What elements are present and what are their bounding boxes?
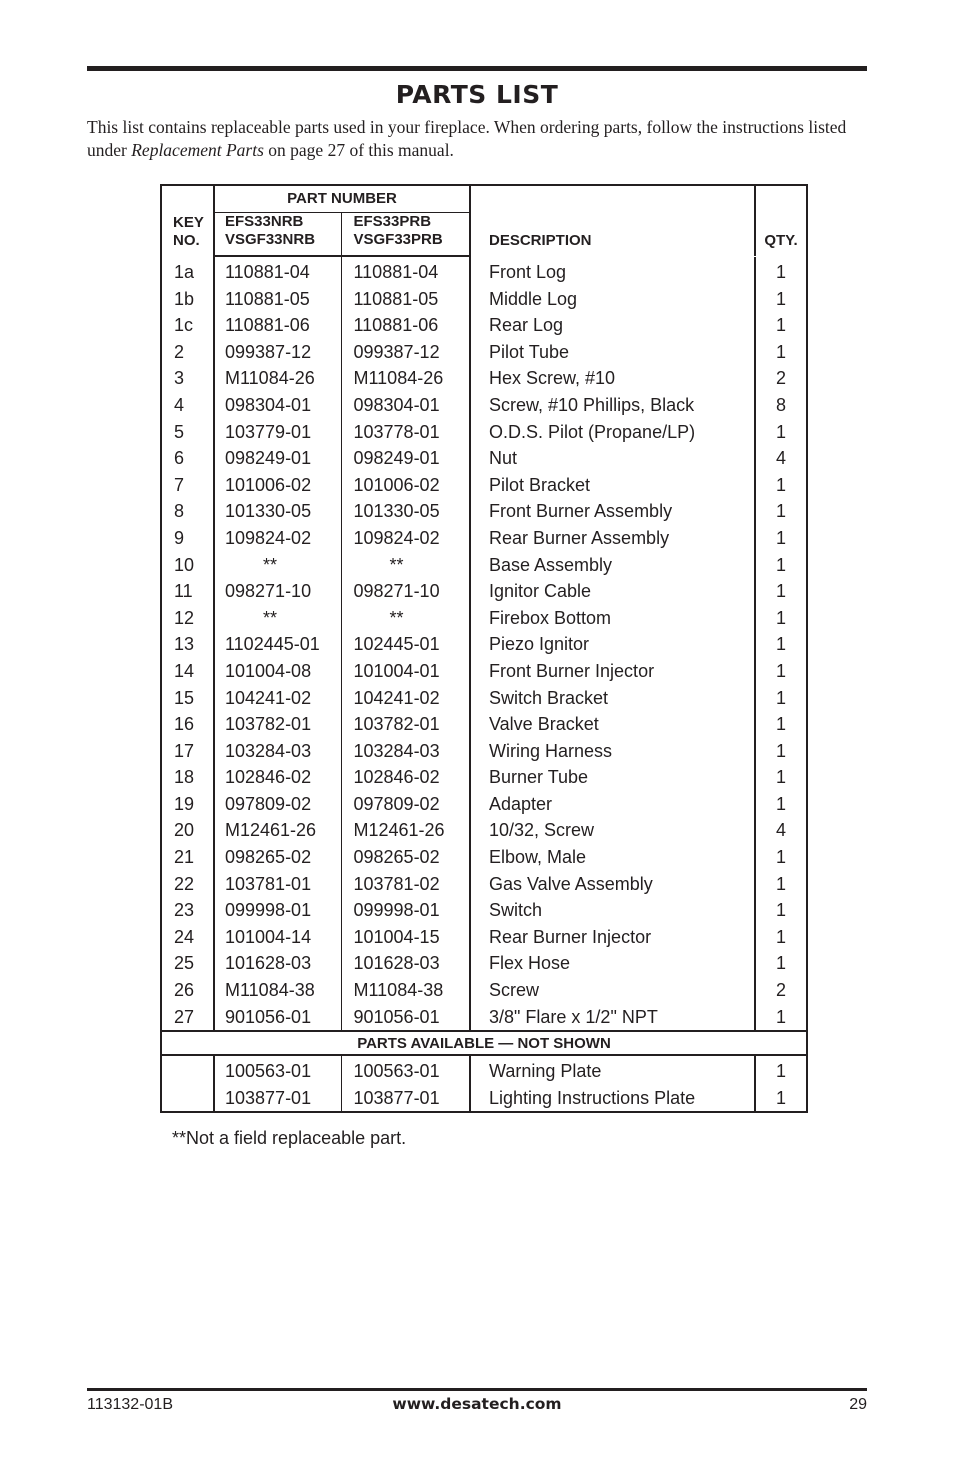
header-model-2: EFS33PRB VSGF33PRB <box>341 213 470 257</box>
table-row <box>161 365 807 392</box>
cell-part-model-2: 098304-01 <box>341 392 470 419</box>
cell-part-model-2: 110881-05 <box>341 286 470 313</box>
cell-part-model-1: ** <box>214 605 341 632</box>
cell-qty: 1 <box>755 552 807 579</box>
table-row <box>161 924 807 951</box>
cell-part-model-2: 101628-03 <box>341 950 470 977</box>
cell-qty: 1 <box>755 871 807 898</box>
cell-part-model-1: 103779-01 <box>214 419 341 446</box>
cell-description: Screw <box>470 977 755 1004</box>
cell-part-model-1: 110881-05 <box>214 286 341 313</box>
cell-part-model-1: M11084-38 <box>214 977 341 1004</box>
cell-qty: 1 <box>755 844 807 871</box>
cell-part-model-1: 101006-02 <box>214 472 341 499</box>
cell-part-model-1: 102846-02 <box>214 764 341 791</box>
cell-part-model-2: 109824-02 <box>341 525 470 552</box>
cell-part-model-1: ** <box>214 552 341 579</box>
cell-part-model-2: M11084-26 <box>341 365 470 392</box>
cell-key-no: 8 <box>174 501 185 522</box>
cell-qty: 1 <box>755 286 807 313</box>
cell-part-model-2: 103284-03 <box>341 738 470 765</box>
cell-key-no: 15 <box>174 687 195 708</box>
cell-key-no: 14 <box>174 660 195 681</box>
cell-key-no: 19 <box>174 793 195 814</box>
cell-part-model-2: 901056-01 <box>341 1004 470 1032</box>
cell-part-model-1: 109824-02 <box>214 525 341 552</box>
table-row <box>161 419 807 446</box>
parts-body <box>161 257 807 1031</box>
cell-key-no: 22 <box>174 873 195 894</box>
cell-key-no: 25 <box>174 953 195 974</box>
cell-description: Rear Log <box>470 312 755 339</box>
cell-description: Rear Burner Injector <box>470 924 755 951</box>
table-row <box>161 738 807 765</box>
cell-key-no: 21 <box>174 847 195 868</box>
cell-description: Rear Burner Assembly <box>470 525 755 552</box>
table-row <box>161 685 807 712</box>
cell-part-model-2: 098271-10 <box>341 578 470 605</box>
cell-part-model-1: 101004-14 <box>214 924 341 951</box>
table-row <box>161 257 807 286</box>
table-row <box>161 552 807 579</box>
cell-part-model-2: 102846-02 <box>341 764 470 791</box>
table-row <box>161 286 807 313</box>
cell-description: Front Burner Injector <box>470 658 755 685</box>
cell-qty: 1 <box>755 897 807 924</box>
cell-part-model-2: 103877-01 <box>341 1085 470 1113</box>
cell-key-no: 27 <box>174 1006 195 1027</box>
cell-key-no: 11 <box>174 581 193 602</box>
header-key-no: KEY NO. <box>173 214 204 249</box>
cell-key-no: 17 <box>174 740 195 761</box>
cell-description: Adapter <box>470 791 755 818</box>
cell-qty: 1 <box>755 685 807 712</box>
cell-part-model-1: 098304-01 <box>214 392 341 419</box>
cell-description: Firebox Bottom <box>470 605 755 632</box>
cell-part-model-1: 098265-02 <box>214 844 341 871</box>
cell-part-model-1: 103782-01 <box>214 711 341 738</box>
cell-description: O.D.S. Pilot (Propane/LP) <box>470 419 755 446</box>
cell-part-model-1: 103781-01 <box>214 871 341 898</box>
intro-paragraph <box>87 116 877 162</box>
cell-description: Piezo Ignitor <box>470 631 755 658</box>
cell-qty: 1 <box>755 339 807 366</box>
cell-key-no: 3 <box>174 368 185 389</box>
cell-description: Switch <box>470 897 755 924</box>
cell-part-model-1: 101628-03 <box>214 950 341 977</box>
table-row <box>161 791 807 818</box>
cell-description: Gas Valve Assembly <box>470 871 755 898</box>
cell-part-model-2: 101004-01 <box>341 658 470 685</box>
cell-part-model-1: 103877-01 <box>214 1085 341 1113</box>
cell-part-model-1: 901056-01 <box>214 1004 341 1032</box>
page-title: PARTS LIST <box>395 80 559 109</box>
cell-description: Burner Tube <box>470 764 755 791</box>
cell-part-model-2: 110881-04 <box>341 257 470 286</box>
cell-key-no: 26 <box>174 980 195 1001</box>
cell-description: Screw, #10 Phillips, Black <box>470 392 755 419</box>
cell-part-model-2: 110881-06 <box>341 312 470 339</box>
table-row <box>161 445 807 472</box>
cell-description: Warning Plate <box>470 1055 755 1085</box>
cell-qty: 1 <box>755 764 807 791</box>
cell-part-model-2: 104241-02 <box>341 685 470 712</box>
cell-part-model-2: 100563-01 <box>341 1055 470 1085</box>
cell-qty: 1 <box>755 498 807 525</box>
cell-qty: 1 <box>755 631 807 658</box>
header-description: DESCRIPTION <box>470 185 755 256</box>
table-row <box>161 312 807 339</box>
cell-qty: 8 <box>755 392 807 419</box>
cell-description: Flex Hose <box>470 950 755 977</box>
table-row <box>161 950 807 977</box>
table-row <box>161 631 807 658</box>
table-row <box>161 764 807 791</box>
top-rule <box>87 66 867 71</box>
table-row <box>161 472 807 499</box>
cell-key-no: 13 <box>174 634 195 655</box>
cell-key-no: 7 <box>174 474 185 495</box>
cell-part-model-2: 103781-02 <box>341 871 470 898</box>
cell-qty: 1 <box>755 1004 807 1032</box>
cell-part-model-2: 098249-01 <box>341 445 470 472</box>
cell-description: Ignitor Cable <box>470 578 755 605</box>
table-row <box>161 605 807 632</box>
cell-qty: 4 <box>755 445 807 472</box>
cell-qty: 4 <box>755 817 807 844</box>
cell-description: Elbow, Male <box>470 844 755 871</box>
cell-part-model-2: 101006-02 <box>341 472 470 499</box>
cell-part-model-1: 098271-10 <box>214 578 341 605</box>
table-row <box>161 897 807 924</box>
cell-description: 3/8" Flare x 1/2" NPT <box>470 1004 755 1032</box>
table-row <box>161 977 807 1004</box>
cell-part-model-2: 103778-01 <box>341 419 470 446</box>
cell-description: Base Assembly <box>470 552 755 579</box>
cell-description: Pilot Bracket <box>470 472 755 499</box>
cell-part-model-2: 097809-02 <box>341 791 470 818</box>
cell-description: Lighting Instructions Plate <box>470 1085 755 1113</box>
cell-key-no: 4 <box>174 394 185 415</box>
cell-part-model-1: 110881-04 <box>214 257 341 286</box>
cell-qty: 2 <box>755 365 807 392</box>
cell-key-no: 1a <box>174 262 195 282</box>
cell-qty: 1 <box>755 950 807 977</box>
cell-key-no: 1b <box>174 288 195 309</box>
cell-part-model-1: 098249-01 <box>214 445 341 472</box>
table-row <box>161 578 807 605</box>
cell-qty: 1 <box>755 924 807 951</box>
header-qty: QTY. <box>755 185 807 256</box>
cell-part-model-1: 101004-08 <box>214 658 341 685</box>
cell-qty: 1 <box>755 472 807 499</box>
table-row <box>161 817 807 844</box>
table-row <box>161 844 807 871</box>
cell-part-model-2: 102445-01 <box>341 631 470 658</box>
bottom-rule <box>87 1388 867 1391</box>
cell-key-no <box>161 1085 214 1113</box>
cell-description: Hex Screw, #10 <box>470 365 755 392</box>
cell-qty: 1 <box>755 257 807 286</box>
cell-key-no: 23 <box>174 900 195 921</box>
table-row <box>161 658 807 685</box>
cell-part-model-1: 103284-03 <box>214 738 341 765</box>
cell-part-model-1: M11084-26 <box>214 365 341 392</box>
cell-key-no: 16 <box>174 714 195 735</box>
intro-italic-link-text: Replacement Parts <box>131 140 264 160</box>
cell-part-model-2: M11084-38 <box>341 977 470 1004</box>
cell-qty: 1 <box>755 791 807 818</box>
cell-qty: 1 <box>755 738 807 765</box>
cell-qty: 2 <box>755 977 807 1004</box>
footer-website: www.desatech.com <box>392 1395 562 1413</box>
cell-part-model-2: 099998-01 <box>341 897 470 924</box>
cell-qty: 1 <box>755 1085 807 1113</box>
cell-description: Valve Bracket <box>470 711 755 738</box>
footer-doc-number: 113132-01B <box>87 1396 173 1413</box>
cell-part-model-2: ** <box>341 552 470 579</box>
cell-description: Nut <box>470 445 755 472</box>
cell-part-model-2: ** <box>341 605 470 632</box>
cell-key-no: 5 <box>174 421 185 442</box>
cell-description: Switch Bracket <box>470 685 755 712</box>
intro-text-1: This list contains replaceable parts used in your fireplace. When ordering parts, follow the instructions listed under <box>87 117 847 160</box>
cell-part-model-1: 110881-06 <box>214 312 341 339</box>
cell-qty: 1 <box>755 578 807 605</box>
cell-key-no: 24 <box>174 926 195 947</box>
table-row <box>161 525 807 552</box>
cell-part-model-1: 097809-02 <box>214 791 341 818</box>
footnote: **Not a field replaceable part. <box>172 1128 407 1148</box>
cell-qty: 1 <box>755 312 807 339</box>
cell-description: 10/32, Screw <box>470 817 755 844</box>
cell-part-model-1: 1102445-01 <box>214 631 341 658</box>
header-model-1: EFS33NRB VSGF33NRB <box>214 213 341 257</box>
table-row <box>161 711 807 738</box>
cell-part-model-1: 099387-12 <box>214 339 341 366</box>
cell-qty: 1 <box>755 525 807 552</box>
intro-text-2: on page 27 of this manual. <box>263 140 454 160</box>
table-row <box>161 1004 807 1032</box>
cell-key-no: 6 <box>174 448 185 469</box>
cell-description: Front Log <box>470 257 755 286</box>
cell-description: Pilot Tube <box>470 339 755 366</box>
not-shown-body <box>161 1055 807 1112</box>
table-row <box>161 339 807 366</box>
cell-description: Wiring Harness <box>470 738 755 765</box>
cell-description: Front Burner Assembly <box>470 498 755 525</box>
cell-part-model-1: 100563-01 <box>214 1055 341 1085</box>
cell-qty: 1 <box>755 711 807 738</box>
cell-description: Middle Log <box>470 286 755 313</box>
table-row <box>161 871 807 898</box>
cell-part-model-1: 104241-02 <box>214 685 341 712</box>
cell-part-model-2: 103782-01 <box>341 711 470 738</box>
cell-part-model-1: M12461-26 <box>214 817 341 844</box>
cell-part-model-1: 101330-05 <box>214 498 341 525</box>
cell-qty: 1 <box>755 1055 807 1085</box>
table-row <box>161 498 807 525</box>
cell-part-model-2: 099387-12 <box>341 339 470 366</box>
table-row <box>161 392 807 419</box>
footer-page-number: 29 <box>849 1396 867 1413</box>
cell-part-model-2: M12461-26 <box>341 817 470 844</box>
cell-key-no: 10 <box>174 554 195 575</box>
cell-part-model-2: 101004-15 <box>341 924 470 951</box>
cell-qty: 1 <box>755 419 807 446</box>
cell-key-no: 1c <box>174 315 194 336</box>
cell-key-no <box>161 1055 214 1085</box>
cell-key-no: 12 <box>174 607 195 628</box>
cell-key-no: 20 <box>174 820 195 841</box>
cell-qty: 1 <box>755 658 807 685</box>
table-row <box>161 1085 807 1113</box>
header-part-number: PART NUMBER <box>214 185 470 213</box>
parts-table <box>160 184 808 1113</box>
cell-part-model-1: 099998-01 <box>214 897 341 924</box>
cell-key-no: 18 <box>174 767 195 788</box>
cell-key-no: 9 <box>174 527 185 548</box>
cell-part-model-2: 098265-02 <box>341 844 470 871</box>
cell-part-model-2: 101330-05 <box>341 498 470 525</box>
cell-key-no: 2 <box>174 341 185 362</box>
table-row <box>161 1055 807 1085</box>
not-shown-heading: PARTS AVAILABLE — NOT SHOWN <box>161 1031 807 1055</box>
cell-qty: 1 <box>755 605 807 632</box>
